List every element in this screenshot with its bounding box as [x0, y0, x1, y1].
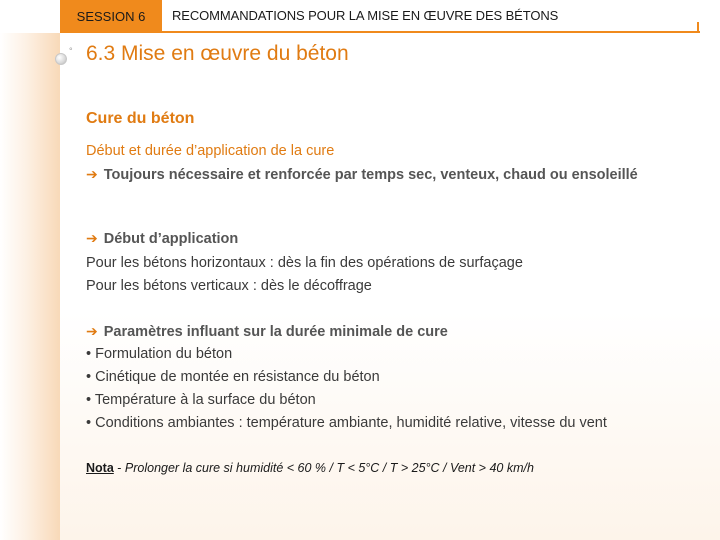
- point-3-heading: [86, 323, 448, 340]
- note-line: [86, 461, 534, 475]
- list-item: • Formulation du béton: [86, 346, 233, 362]
- header-tick: [697, 22, 699, 32]
- point-2-heading: [86, 230, 238, 247]
- header-title: RECOMMANDATIONS POUR LA MISE EN ŒUVRE DES BÉTONS: [172, 8, 559, 23]
- slide-title: 6.3 Mise en œuvre du béton: [86, 42, 349, 65]
- note-separator: -: [113, 461, 125, 475]
- note-label: Nota: [86, 461, 114, 475]
- list-item: • Cinétique de montée en résistance du béton: [86, 369, 380, 385]
- point-2-line-2: Pour les bétons verticaux : dès le décoffrage: [86, 278, 372, 294]
- point-1: [86, 164, 646, 185]
- header-bar: [0, 0, 720, 32]
- point-2-heading-text: Début d’application: [103, 231, 239, 247]
- arrow-right-icon: ➔: [86, 323, 98, 339]
- point-2-line-1: Pour les bétons horizontaux : dès la fin des opérations de surfaçage: [86, 255, 523, 271]
- point-3-heading-text: Paramètres influant sur la durée minimale de cure: [103, 324, 448, 340]
- left-gradient-sidebar: [0, 33, 60, 540]
- arrow-right-icon: ➔: [86, 230, 98, 246]
- arrow-right-icon: ➔: [86, 166, 98, 182]
- note-text: Prolonger la cure si humidité < 60 % / T < 5°C / T > 25°C / Vent > 40 km/h: [124, 461, 534, 475]
- list-item: • Conditions ambiantes : température ambiante, humidité relative, vitesse du vent: [86, 415, 607, 431]
- session-label: SESSION 6: [76, 8, 146, 24]
- session-badge: [60, 0, 162, 32]
- round-bullet-icon: [55, 53, 67, 65]
- list-item: • Température à la surface du béton: [86, 392, 316, 408]
- small-ring-icon: °: [69, 46, 73, 56]
- section-heading: Début et durée d’application de la cure: [86, 143, 335, 159]
- section-subtitle: Cure du béton: [86, 110, 195, 127]
- point-1-text: Toujours nécessaire et renforcée par temps sec, venteux, chaud ou ensoleillé: [103, 167, 638, 183]
